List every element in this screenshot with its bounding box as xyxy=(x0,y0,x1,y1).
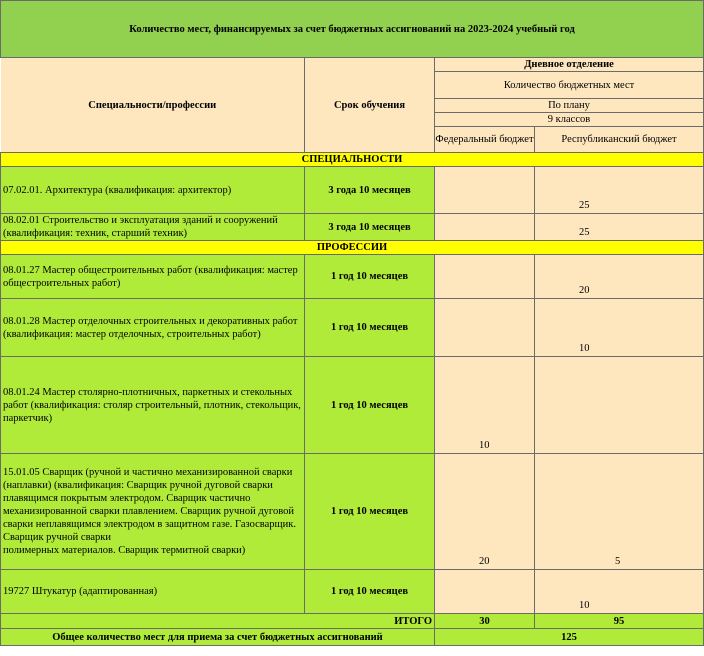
specialties-section-header[interactable]: СПЕЦИАЛЬНОСТИ xyxy=(1,153,704,167)
table-row xyxy=(1,167,704,214)
specialty-column-header[interactable]: Специальности/профессии xyxy=(1,58,305,153)
profession-name-cell[interactable]: 19727 Штукатур (адаптированная) xyxy=(1,570,305,614)
federal-value-cell[interactable] xyxy=(435,167,535,214)
department-header[interactable]: Дневное отделение xyxy=(435,58,704,72)
republic-value-cell[interactable] xyxy=(535,357,704,454)
itogo-republic-value[interactable]: 95 xyxy=(535,614,704,629)
republic-value-cell[interactable]: 20 xyxy=(535,255,704,299)
duration-column-header[interactable]: Срок обучения xyxy=(305,58,435,153)
republic-value-cell[interactable]: 10 xyxy=(535,299,704,357)
itogo-label[interactable]: ИТОГО xyxy=(1,614,435,629)
duration-cell[interactable]: 1 год 10 месяцев xyxy=(305,255,435,299)
profession-name-cell[interactable]: 08.01.27 Мастер общестроительных работ (квалификация: мастер общестроительных работ) xyxy=(1,255,305,299)
professions-section-header[interactable]: ПРОФЕССИИ xyxy=(1,241,704,255)
plan-header[interactable]: По плану xyxy=(435,99,704,113)
table-row xyxy=(1,357,704,454)
duration-cell[interactable]: 1 год 10 месяцев xyxy=(305,570,435,614)
budget-places-header[interactable]: Количество бюджетных мест xyxy=(435,72,704,99)
table-title[interactable]: Количество мест, финансируемых за счет бюджетных ассигнований на 2023-2024 учебный год xyxy=(1,1,704,58)
total-label[interactable]: Общее количество мест для приема за счет бюджетных ассигнований xyxy=(1,629,435,646)
total-value[interactable]: 125 xyxy=(435,629,704,646)
table-row xyxy=(1,255,704,299)
republic-value-cell[interactable]: 25 xyxy=(535,167,704,214)
grade-header[interactable]: 9 классов xyxy=(435,113,704,127)
federal-value-cell[interactable] xyxy=(435,299,535,357)
table-row xyxy=(1,214,704,241)
federal-value-cell[interactable] xyxy=(435,570,535,614)
duration-cell[interactable]: 1 год 10 месяцев xyxy=(305,357,435,454)
duration-cell[interactable]: 1 год 10 месяцев xyxy=(305,454,435,570)
table-row xyxy=(1,454,704,570)
profession-name-cell[interactable]: 08.01.24 Мастер столярно-плотничных, паркетных и стекольных работ (квалификация: столяр строительный, плотник, стекольщик, паркетчик) xyxy=(1,357,305,454)
duration-cell[interactable]: 3 года 10 месяцев xyxy=(305,214,435,241)
federal-value-cell[interactable]: 20 xyxy=(435,454,535,570)
federal-budget-header[interactable]: Федеральный бюджет xyxy=(435,127,535,153)
specialty-name-cell[interactable]: 07.02.01. Архитектура (квалификация: архитектор) xyxy=(1,167,305,214)
duration-cell[interactable]: 1 год 10 месяцев xyxy=(305,299,435,357)
federal-value-cell[interactable]: 10 xyxy=(435,357,535,454)
republic-value-cell[interactable]: 10 xyxy=(535,570,704,614)
profession-name-cell[interactable]: 08.01.28 Мастер отделочных строительных и декоративных работ (квалификация: мастер отделочных, строительных работ) xyxy=(1,299,305,357)
specialty-name-cell[interactable]: 08.02.01 Строительство и эксплуатация зданий и сооружений (квалификация: техник, старший техник) xyxy=(1,214,305,241)
federal-value-cell[interactable] xyxy=(435,255,535,299)
federal-value-cell[interactable] xyxy=(435,214,535,241)
republic-value-cell[interactable]: 5 xyxy=(535,454,704,570)
duration-cell[interactable]: 3 года 10 месяцев xyxy=(305,167,435,214)
republic-budget-header[interactable]: Республиканский бюджет xyxy=(535,127,704,153)
profession-name-cell[interactable]: 15.01.05 Сварщик (ручной и частично механизированной сварки (наплавки) (квалификация: Сварщик ручной дуговой сварки плавящимся покрытым электродом. Сварщик частично механизированной сварки плавлением. Сварщик ручной дуговой сварки неплавящимся электродом в защитном газе. Газосварщик. Сварщик ручной сварки полимерных материалов. Сварщик термитной сварки) xyxy=(1,454,305,570)
itogo-federal-value[interactable]: 30 xyxy=(435,614,535,629)
republic-value-cell[interactable]: 25 xyxy=(535,214,704,241)
table-row xyxy=(1,570,704,614)
table-row xyxy=(1,299,704,357)
